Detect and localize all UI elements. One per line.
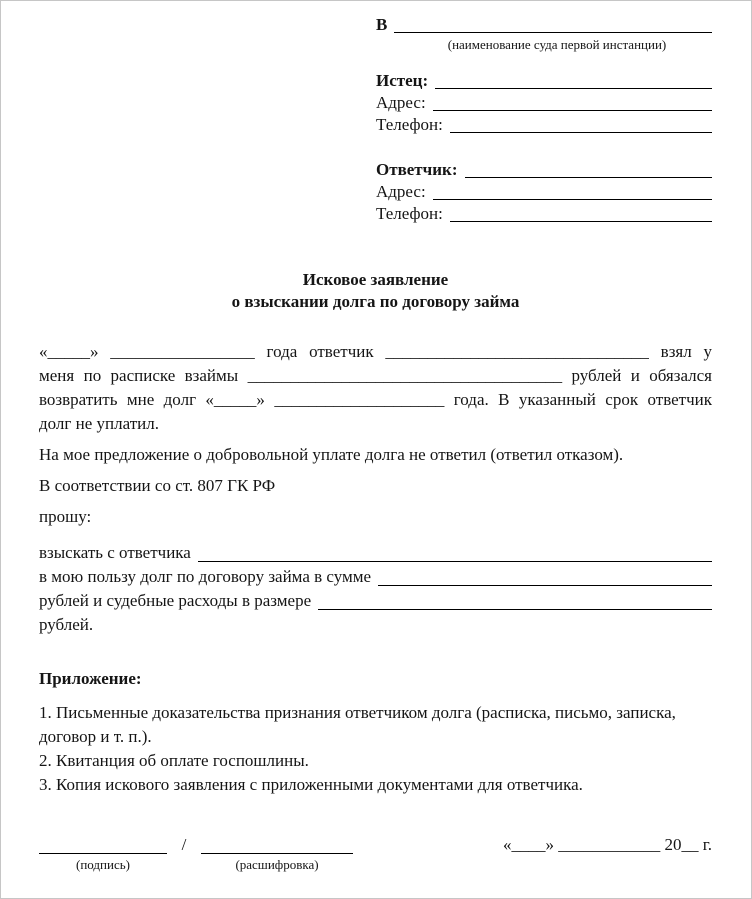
claim-costs-blank-line [318,590,712,610]
defendant-address-row [376,181,712,203]
claim-request-block [39,541,712,637]
paragraph-loan-facts-line1: «_____» _________________ года ответчик _______________________________ взял у [39,342,712,361]
claim-line-amount [39,565,712,589]
claim-amount-blank-line [378,566,712,586]
signature-name-blank-line [201,833,353,854]
plaintiff-phone-blank-line [450,113,712,133]
plaintiff-name-row [376,70,712,92]
plaintiff-address-label: Адрес: [376,93,426,112]
date-blank: «____» ____________ 20__ г. [502,835,712,854]
court-prefix-label: В [376,15,388,34]
court-and-parties-header [376,14,712,225]
court-name-blank-line [394,13,712,33]
attachment-item-1: 1. Письменные доказательства признания ответчиком долга (расписка, письмо, записка, договор и т. п.). [39,703,676,746]
claim-line-costs-text: рублей и судебные расходы в размере [39,591,312,610]
defendant-address-label: Адрес: [376,182,426,201]
paragraph-request-intro: прошу: [39,507,92,526]
paragraph-loan-facts-line2: меня по расписке взаймы _____________________________________ рублей и обязался [39,366,712,385]
signature-blank-line [39,833,167,854]
attachment-heading: Приложение: [39,669,142,688]
signature-name-column [201,833,353,873]
claim-line-rubles: рублей. [39,615,94,634]
defendant-phone-blank-line [450,202,712,222]
signature-column [39,833,167,873]
document-title-line2: о взыскании долга по договору займа [231,292,520,311]
claim-defendant-blank-line [198,542,712,562]
court-name-row [376,14,712,36]
document-title [39,269,712,313]
attachment-list [39,701,712,797]
defendant-label: Ответчик: [376,160,458,179]
defendant-name-row [376,159,712,181]
claim-line-defendant [39,541,712,565]
signature-block [39,833,353,873]
attachment-item-2: 2. Квитанция об оплате госпошлины. [39,751,309,770]
paragraph-loan-facts [39,340,712,436]
defendant-phone-label: Телефон: [376,204,443,223]
claim-line-costs [39,589,712,613]
plaintiff-block [376,70,712,136]
plaintiff-name-blank-line [435,69,712,89]
footer [39,833,712,873]
signature-caption: (подпись) [76,857,130,872]
paragraph-refusal: На мое предложение о добровольной уплате долга не ответил (ответил отказом). [39,445,624,464]
plaintiff-label: Истец: [376,71,429,90]
plaintiff-address-blank-line [433,91,712,111]
defendant-address-blank-line [433,180,712,200]
plaintiff-address-row [376,92,712,114]
court-name-caption: (наименование суда первой инстанции) [447,37,667,52]
document-body [39,340,712,637]
claim-line-amount-text: в мою пользу долг по договору займа в сумме [39,567,372,586]
claim-line-defendant-text: взыскать с ответчика [39,543,191,562]
defendant-block [376,159,712,225]
defendant-phone-row [376,203,712,225]
plaintiff-phone-row [376,114,712,136]
defendant-name-blank-line [465,158,713,178]
paragraph-loan-facts-line3: возвратить мне долг «_____» ____________________ года. В указанный срок ответчик [39,390,712,409]
plaintiff-phone-label: Телефон: [376,115,443,134]
document-title-line1: Исковое заявление [302,270,449,289]
attachment-item-3: 3. Копия искового заявления с приложенными документами для ответчика. [39,775,583,794]
paragraph-legal-basis: В соответствии со ст. 807 ГК РФ [39,476,276,495]
paragraph-loan-facts-line4: долг не уплатил. [39,414,159,433]
signature-slash: / [181,835,187,854]
signature-name-caption: (расшифровка) [235,857,319,872]
